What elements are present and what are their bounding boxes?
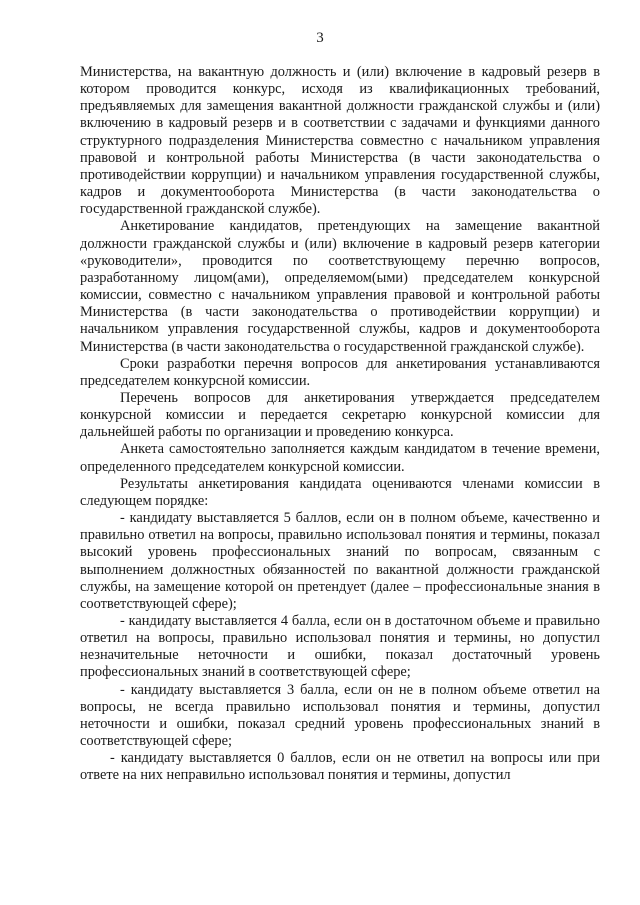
- paragraph-question-list: Перечень вопросов для анкетирования утверждается председателем конкурсной комиссии и передается секретарю конкурсной комиссии для дальнейшей работы по организации и проведению конкурса.: [80, 389, 600, 441]
- paragraph-results-evaluation: Результаты анкетирования кандидата оцениваются членами комиссии в следующем порядке:: [80, 475, 600, 509]
- list-item-score-0: - кандидату выставляется 0 баллов, если он не ответил на вопросы или при ответе на них неправильно использовал понятия и термины, допустил: [80, 750, 600, 784]
- list-item-score-4: - кандидату выставляется 4 балла, если он в достаточном объеме и правильно ответил на вопросы, правильно использовал понятия и термины, но допустил незначительные неточности и ошибки, показал достаточный уровень профессиональных знаний в соответствующей сфере;: [80, 613, 600, 681]
- paragraph-continuation: Министерства, на вакантную должность и (или) включение в кадровый резерв в котором проводится конкурс, исходя из квалификационных требований, предъявляемых для замещения вакантной должности гражданской службы и (или) включению в кадровый резерв и в соответствии с задачами и функциями данного структурного подразделения Министерства совместно с начальником управления правовой и контрольной работы Министерства (в части законодательства о противодействии коррупции) и начальником управления государственной службы, кадров и документооборота Министерства (в части законодательства о государственной гражданской службе).: [80, 64, 600, 218]
- list-item-score-5: - кандидату выставляется 5 баллов, если он в полном объеме, качественно и правильно ответил на вопросы, правильно использовал понятия и термины, показал высокий уровень профессиональных знаний по вопросам, связанным с выполнением должностных обязанностей по вакантной должности гражданской службы, на замещение которой он претендует (далее – профессиональные знания в соответствующей сфере);: [80, 510, 600, 612]
- paragraph-questionnaire-filling: Анкета самостоятельно заполняется каждым кандидатом в течение времени, определенного председателем конкурсной комиссии.: [80, 441, 600, 475]
- paragraph-deadlines: Сроки разработки перечня вопросов для анкетирования устанавливаются председателем конкурсной комиссии.: [80, 355, 600, 389]
- page-number: 3: [316, 30, 324, 46]
- document-body: [80, 64, 600, 785]
- list-item-score-3: - кандидату выставляется 3 балла, если он не в полном объеме ответил на вопросы, не всегда правильно использовал понятия и термины, допустил неточности и ошибки, показал средний уровень профессиональных знаний в соответствующей сфере;: [80, 681, 600, 750]
- paragraph-questionnaire-managers: Анкетирование кандидатов, претендующих на замещение вакантной должности гражданской службы и (или) включение в кадровый резерв категории «руководители», проводится по соответствующему перечню вопросов, разработанному лицом(ами), определяемом(ыми) председателем конкурсной комиссии, совместно с начальником управления правовой и контрольной работы Министерства (в части законодательства о противодействии коррупции) и начальником управления государственной службы, кадров и документооборота Министерства (в части законодательства о государственной гражданской службе).: [80, 218, 600, 355]
